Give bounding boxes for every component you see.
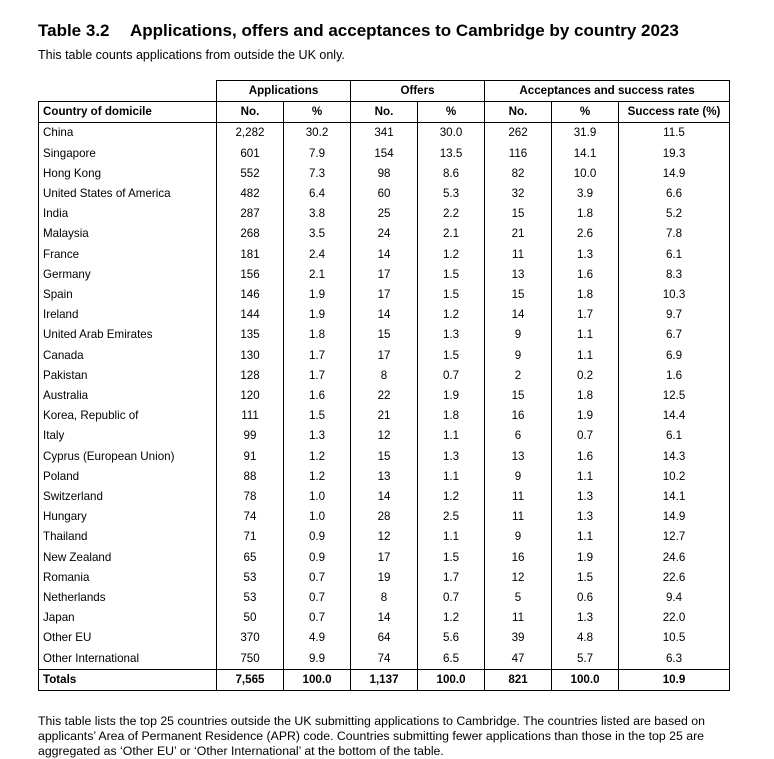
success-rate-cell: 10.5 xyxy=(619,628,730,648)
offers-pct-cell: 2.5 xyxy=(418,507,485,527)
offers-pct-cell: 1.5 xyxy=(418,265,485,285)
offers-pct-cell: 1.2 xyxy=(418,245,485,265)
applications-pct-cell: 3.8 xyxy=(284,204,351,224)
applications-pct-cell: 3.5 xyxy=(284,224,351,244)
acceptances-pct-cell: 1.3 xyxy=(552,245,619,265)
applications-pct-cell: 1.7 xyxy=(284,346,351,366)
offers-no-cell: 15 xyxy=(351,447,418,467)
table-row xyxy=(39,285,730,305)
applications-no-cell: 2,282 xyxy=(217,123,284,144)
acceptances-no-cell: 16 xyxy=(485,548,552,568)
success-rate-cell: 10.3 xyxy=(619,285,730,305)
offers-no-cell: 22 xyxy=(351,386,418,406)
success-rate-cell: 6.1 xyxy=(619,426,730,446)
table-row xyxy=(39,608,730,628)
acceptances-pct-cell: 1.3 xyxy=(552,487,619,507)
applications-pct-cell: 1.0 xyxy=(284,507,351,527)
table-row xyxy=(39,204,730,224)
applications-no-cell: 552 xyxy=(217,164,284,184)
applications-pct-cell: 1.3 xyxy=(284,426,351,446)
acceptances-no-cell: 6 xyxy=(485,426,552,446)
offers-pct-cell: 1.2 xyxy=(418,305,485,325)
applications-no-cell: 53 xyxy=(217,588,284,608)
applications-pct-cell: 6.4 xyxy=(284,184,351,204)
country-cell: United States of America xyxy=(39,184,217,204)
group-header-row xyxy=(39,81,730,102)
acceptances-no-cell: 15 xyxy=(485,386,552,406)
offers-pct-cell: 5.6 xyxy=(418,628,485,648)
offers-no-cell: 14 xyxy=(351,608,418,628)
acceptances-no-cell: 47 xyxy=(485,649,552,670)
acceptances-pct-cell: 1.6 xyxy=(552,265,619,285)
offers-pct-cell: 2.2 xyxy=(418,204,485,224)
success-rate-cell: 11.5 xyxy=(619,123,730,144)
table-row xyxy=(39,548,730,568)
acceptances-no-cell: 16 xyxy=(485,406,552,426)
country-cell: Thailand xyxy=(39,527,217,547)
applications-pct-cell: 0.9 xyxy=(284,548,351,568)
applications-no-cell: 750 xyxy=(217,649,284,670)
offers-no-cell: 19 xyxy=(351,568,418,588)
offers-no-cell: 21 xyxy=(351,406,418,426)
offers-no-cell: 14 xyxy=(351,487,418,507)
offers-pct-cell: 0.7 xyxy=(418,366,485,386)
country-cell: Canada xyxy=(39,346,217,366)
offers-pct-cell: 1.5 xyxy=(418,548,485,568)
success-rate-cell: 6.9 xyxy=(619,346,730,366)
table-number: Table 3.2 xyxy=(38,21,110,40)
table-row xyxy=(39,527,730,547)
success-rate-cell: 9.7 xyxy=(619,305,730,325)
acceptances-pct-cell: 1.3 xyxy=(552,608,619,628)
totals-offers-pct: 100.0 xyxy=(418,669,485,690)
offers-pct-cell: 1.5 xyxy=(418,285,485,305)
acceptances-no-cell: 12 xyxy=(485,568,552,588)
applications-no-cell: 601 xyxy=(217,144,284,164)
applications-pct-cell: 0.7 xyxy=(284,588,351,608)
offers-no-cell: 341 xyxy=(351,123,418,144)
applications-pct-cell: 1.2 xyxy=(284,447,351,467)
applications-no-cell: 53 xyxy=(217,568,284,588)
offers-no-cell: 17 xyxy=(351,265,418,285)
acceptances-pct-cell: 0.2 xyxy=(552,366,619,386)
acceptances-pct-cell: 1.1 xyxy=(552,467,619,487)
acceptances-pct-cell: 1.1 xyxy=(552,325,619,345)
offers-no-cell: 15 xyxy=(351,325,418,345)
table-row xyxy=(39,265,730,285)
acceptances-pct-cell: 1.9 xyxy=(552,406,619,426)
offers-no-cell: 98 xyxy=(351,164,418,184)
offers-pct-cell: 1.9 xyxy=(418,386,485,406)
success-rate-cell: 19.3 xyxy=(619,144,730,164)
success-rate-cell: 14.3 xyxy=(619,447,730,467)
applications-no-cell: 71 xyxy=(217,527,284,547)
applications-no-cell: 111 xyxy=(217,406,284,426)
table-row xyxy=(39,386,730,406)
applications-pct-cell: 1.9 xyxy=(284,285,351,305)
applications-no-cell: 181 xyxy=(217,245,284,265)
offers-pct-cell: 8.6 xyxy=(418,164,485,184)
acceptances-pct-cell: 5.7 xyxy=(552,649,619,670)
applications-no-cell: 74 xyxy=(217,507,284,527)
table-title xyxy=(38,20,774,42)
success-rate-cell: 12.5 xyxy=(619,386,730,406)
applications-pct-header: % xyxy=(284,102,351,123)
acceptances-pct-cell: 1.9 xyxy=(552,548,619,568)
table-row xyxy=(39,123,730,144)
success-rate-cell: 22.6 xyxy=(619,568,730,588)
table-row xyxy=(39,447,730,467)
offers-no-cell: 12 xyxy=(351,426,418,446)
applications-pct-cell: 1.9 xyxy=(284,305,351,325)
acceptances-pct-cell: 1.8 xyxy=(552,386,619,406)
totals-applications-no: 7,565 xyxy=(217,669,284,690)
applications-pct-cell: 0.7 xyxy=(284,568,351,588)
offers-no-cell: 28 xyxy=(351,507,418,527)
applications-no-cell: 91 xyxy=(217,447,284,467)
table-row xyxy=(39,305,730,325)
offers-no-cell: 60 xyxy=(351,184,418,204)
offers-no-cell: 17 xyxy=(351,548,418,568)
offers-pct-cell: 5.3 xyxy=(418,184,485,204)
table-row xyxy=(39,366,730,386)
offers-pct-header: % xyxy=(418,102,485,123)
acceptances-pct-header: % xyxy=(552,102,619,123)
acceptances-no-cell: 9 xyxy=(485,527,552,547)
country-cell: Hong Kong xyxy=(39,164,217,184)
offers-no-cell: 14 xyxy=(351,245,418,265)
country-cell: Australia xyxy=(39,386,217,406)
offers-no-header: No. xyxy=(351,102,418,123)
table-row xyxy=(39,144,730,164)
totals-acceptances-pct: 100.0 xyxy=(552,669,619,690)
offers-no-cell: 154 xyxy=(351,144,418,164)
acceptances-no-cell: 13 xyxy=(485,265,552,285)
success-rate-cell: 6.1 xyxy=(619,245,730,265)
acceptances-no-cell: 9 xyxy=(485,346,552,366)
success-rate-cell: 8.3 xyxy=(619,265,730,285)
acceptances-no-header: No. xyxy=(485,102,552,123)
country-cell: New Zealand xyxy=(39,548,217,568)
applications-no-cell: 370 xyxy=(217,628,284,648)
applications-pct-cell: 30.2 xyxy=(284,123,351,144)
table-row xyxy=(39,164,730,184)
totals-row xyxy=(39,669,730,690)
acceptances-pct-cell: 14.1 xyxy=(552,144,619,164)
totals-offers-no: 1,137 xyxy=(351,669,418,690)
offers-pct-cell: 0.7 xyxy=(418,588,485,608)
success-rate-cell: 14.4 xyxy=(619,406,730,426)
applications-pct-cell: 4.9 xyxy=(284,628,351,648)
country-cell: Netherlands xyxy=(39,588,217,608)
success-rate-cell: 12.7 xyxy=(619,527,730,547)
country-cell: Malaysia xyxy=(39,224,217,244)
offers-pct-cell: 1.2 xyxy=(418,487,485,507)
applications-pct-cell: 2.4 xyxy=(284,245,351,265)
applications-pct-cell: 0.7 xyxy=(284,608,351,628)
applications-no-header: No. xyxy=(217,102,284,123)
success-rate-cell: 14.9 xyxy=(619,164,730,184)
country-cell: Romania xyxy=(39,568,217,588)
acceptances-no-cell: 2 xyxy=(485,366,552,386)
applications-group-header: Applications xyxy=(217,81,351,102)
acceptances-pct-cell: 1.7 xyxy=(552,305,619,325)
totals-label: Totals xyxy=(39,669,217,690)
applications-pct-cell: 9.9 xyxy=(284,649,351,670)
applications-no-cell: 128 xyxy=(217,366,284,386)
country-cell: Japan xyxy=(39,608,217,628)
offers-no-cell: 24 xyxy=(351,224,418,244)
acceptances-pct-cell: 1.3 xyxy=(552,507,619,527)
applications-no-cell: 78 xyxy=(217,487,284,507)
applications-pct-cell: 0.9 xyxy=(284,527,351,547)
acceptances-no-cell: 9 xyxy=(485,325,552,345)
acceptances-pct-cell: 2.6 xyxy=(552,224,619,244)
success-rate-cell: 1.6 xyxy=(619,366,730,386)
success-rate-cell: 7.8 xyxy=(619,224,730,244)
offers-no-cell: 74 xyxy=(351,649,418,670)
acceptances-pct-cell: 1.1 xyxy=(552,527,619,547)
table-row xyxy=(39,224,730,244)
applications-no-cell: 65 xyxy=(217,548,284,568)
applications-no-cell: 120 xyxy=(217,386,284,406)
table-row xyxy=(39,649,730,670)
acceptances-no-cell: 82 xyxy=(485,164,552,184)
totals-success-rate: 10.9 xyxy=(619,669,730,690)
offers-pct-cell: 6.5 xyxy=(418,649,485,670)
table-subtitle: This table counts applications from outside the UK only. xyxy=(38,48,345,62)
offers-no-cell: 25 xyxy=(351,204,418,224)
acceptances-no-cell: 11 xyxy=(485,487,552,507)
country-cell: Ireland xyxy=(39,305,217,325)
acceptances-pct-cell: 0.7 xyxy=(552,426,619,446)
success-rate-cell: 14.1 xyxy=(619,487,730,507)
country-cell: Other EU xyxy=(39,628,217,648)
acceptances-pct-cell: 0.6 xyxy=(552,588,619,608)
table-row xyxy=(39,467,730,487)
applications-pct-cell: 2.1 xyxy=(284,265,351,285)
blank-header-cell xyxy=(39,81,217,102)
offers-pct-cell: 1.8 xyxy=(418,406,485,426)
offers-pct-cell: 30.0 xyxy=(418,123,485,144)
acceptances-no-cell: 15 xyxy=(485,285,552,305)
offers-no-cell: 17 xyxy=(351,285,418,305)
acceptances-no-cell: 21 xyxy=(485,224,552,244)
applications-pct-cell: 1.7 xyxy=(284,366,351,386)
acceptances-no-cell: 11 xyxy=(485,507,552,527)
success-rate-cell: 22.0 xyxy=(619,608,730,628)
country-cell: Cyprus (European Union) xyxy=(39,447,217,467)
column-header-row xyxy=(39,102,730,123)
totals-acceptances-no: 821 xyxy=(485,669,552,690)
applications-no-cell: 99 xyxy=(217,426,284,446)
country-cell: Singapore xyxy=(39,144,217,164)
offers-no-cell: 8 xyxy=(351,366,418,386)
acceptances-no-cell: 32 xyxy=(485,184,552,204)
acceptances-no-cell: 11 xyxy=(485,245,552,265)
country-cell: Korea, Republic of xyxy=(39,406,217,426)
offers-pct-cell: 13.5 xyxy=(418,144,485,164)
country-cell: Other International xyxy=(39,649,217,670)
acceptances-pct-cell: 4.8 xyxy=(552,628,619,648)
country-cell: Hungary xyxy=(39,507,217,527)
acceptances-group-header: Acceptances and success rates xyxy=(485,81,730,102)
country-cell: Spain xyxy=(39,285,217,305)
offers-pct-cell: 1.1 xyxy=(418,467,485,487)
offers-no-cell: 13 xyxy=(351,467,418,487)
acceptances-no-cell: 39 xyxy=(485,628,552,648)
acceptances-no-cell: 9 xyxy=(485,467,552,487)
country-cell: India xyxy=(39,204,217,224)
applications-pct-cell: 7.9 xyxy=(284,144,351,164)
offers-pct-cell: 1.2 xyxy=(418,608,485,628)
success-rate-cell: 9.4 xyxy=(619,588,730,608)
success-rate-cell: 6.7 xyxy=(619,325,730,345)
applications-no-cell: 144 xyxy=(217,305,284,325)
applications-no-cell: 268 xyxy=(217,224,284,244)
acceptances-no-cell: 15 xyxy=(485,204,552,224)
table-row xyxy=(39,507,730,527)
applications-no-cell: 146 xyxy=(217,285,284,305)
acceptances-no-cell: 11 xyxy=(485,608,552,628)
table-row xyxy=(39,568,730,588)
offers-no-cell: 8 xyxy=(351,588,418,608)
applications-pct-cell: 1.0 xyxy=(284,487,351,507)
offers-group-header: Offers xyxy=(351,81,485,102)
table-row xyxy=(39,184,730,204)
success-rate-cell: 6.3 xyxy=(619,649,730,670)
country-column-header: Country of domicile xyxy=(39,102,217,123)
applications-no-cell: 88 xyxy=(217,467,284,487)
success-rate-cell: 5.2 xyxy=(619,204,730,224)
country-cell: United Arab Emirates xyxy=(39,325,217,345)
offers-pct-cell: 1.3 xyxy=(418,325,485,345)
table-row xyxy=(39,628,730,648)
acceptances-no-cell: 13 xyxy=(485,447,552,467)
success-rate-cell: 10.2 xyxy=(619,467,730,487)
acceptances-pct-cell: 1.8 xyxy=(552,204,619,224)
applications-pct-cell: 1.8 xyxy=(284,325,351,345)
applications-no-cell: 130 xyxy=(217,346,284,366)
offers-no-cell: 64 xyxy=(351,628,418,648)
acceptances-pct-cell: 31.9 xyxy=(552,123,619,144)
offers-no-cell: 14 xyxy=(351,305,418,325)
success-rate-header: Success rate (%) xyxy=(619,102,730,123)
offers-no-cell: 12 xyxy=(351,527,418,547)
table-title-text: Applications, offers and acceptances to Cambridge by country 2023 xyxy=(130,21,679,40)
applications-no-cell: 50 xyxy=(217,608,284,628)
country-cell: Switzerland xyxy=(39,487,217,507)
applications-no-cell: 135 xyxy=(217,325,284,345)
country-cell: China xyxy=(39,123,217,144)
offers-pct-cell: 1.5 xyxy=(418,346,485,366)
table-row xyxy=(39,426,730,446)
acceptances-no-cell: 262 xyxy=(485,123,552,144)
applications-pct-cell: 1.2 xyxy=(284,467,351,487)
success-rate-cell: 14.9 xyxy=(619,507,730,527)
applications-no-cell: 482 xyxy=(217,184,284,204)
applications-pct-cell: 7.3 xyxy=(284,164,351,184)
table-row xyxy=(39,588,730,608)
country-cell: Italy xyxy=(39,426,217,446)
acceptances-no-cell: 14 xyxy=(485,305,552,325)
country-cell: Poland xyxy=(39,467,217,487)
offers-pct-cell: 1.1 xyxy=(418,527,485,547)
offers-pct-cell: 1.7 xyxy=(418,568,485,588)
applications-table xyxy=(38,80,730,691)
acceptances-pct-cell: 1.8 xyxy=(552,285,619,305)
success-rate-cell: 24.6 xyxy=(619,548,730,568)
table-footnote: This table lists the top 25 countries outside the UK submitting applications to Cambridge. The countries listed are based on applicants’ Area of Permanent Residence (APR) code. Countries submitting fewer applications than those in the top 25 are aggregated as ‘Other EU’ or ‘Other International’ at the bottom of the table. xyxy=(38,714,705,759)
offers-pct-cell: 1.3 xyxy=(418,447,485,467)
totals-applications-pct: 100.0 xyxy=(284,669,351,690)
applications-pct-cell: 1.6 xyxy=(284,386,351,406)
table-row xyxy=(39,346,730,366)
country-cell: Pakistan xyxy=(39,366,217,386)
country-cell: Germany xyxy=(39,265,217,285)
acceptances-no-cell: 5 xyxy=(485,588,552,608)
country-cell: France xyxy=(39,245,217,265)
acceptances-pct-cell: 3.9 xyxy=(552,184,619,204)
applications-pct-cell: 1.5 xyxy=(284,406,351,426)
acceptances-no-cell: 116 xyxy=(485,144,552,164)
acceptances-pct-cell: 10.0 xyxy=(552,164,619,184)
table-row xyxy=(39,325,730,345)
applications-no-cell: 156 xyxy=(217,265,284,285)
offers-pct-cell: 1.1 xyxy=(418,426,485,446)
acceptances-pct-cell: 1.5 xyxy=(552,568,619,588)
applications-no-cell: 287 xyxy=(217,204,284,224)
offers-pct-cell: 2.1 xyxy=(418,224,485,244)
table-row xyxy=(39,406,730,426)
acceptances-pct-cell: 1.6 xyxy=(552,447,619,467)
offers-no-cell: 17 xyxy=(351,346,418,366)
success-rate-cell: 6.6 xyxy=(619,184,730,204)
table-row xyxy=(39,487,730,507)
table-row xyxy=(39,245,730,265)
table-body xyxy=(39,123,730,669)
acceptances-pct-cell: 1.1 xyxy=(552,346,619,366)
